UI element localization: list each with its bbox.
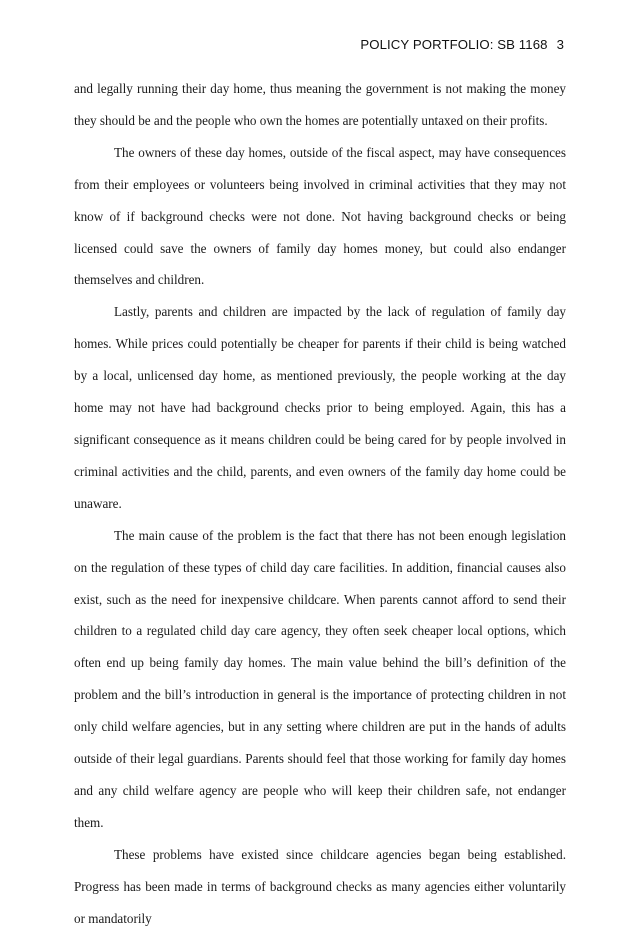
running-head	[360, 37, 564, 52]
paragraph-owners-consequences: The owners of these day homes, outside of the fiscal aspect, may have consequences from their employees or volunteers being involved in criminal activities that they may not know of if background checks were not done. Not having background checks or being licensed could save the owners of family day homes money, but could also endanger themselves and children.	[74, 144, 566, 288]
paragraph-continuation: and legally running their day home, thus meaning the government is not making the money they should be and the people who own the homes are potentially untaxed on their profits.	[74, 81, 566, 128]
running-head-title: POLICY PORTFOLIO: SB 1168	[360, 37, 548, 52]
page-number: 3	[556, 37, 564, 52]
paragraph-main-cause: The main cause of the problem is the fact that there has not been enough legislation on the regulation of these types of child day care facilities. In addition, financial causes also exist, such as the need for inexpensive childcare. When parents cannot afford to send their children to a regulated child day care agency, they often seek cheaper local options, which often end up being family day homes. The main value behind the bill’s definition of the problem and the bill’s introduction in general is the importance of protecting children in not only child welfare agencies, but in any setting where children are put in the hands of adults outside of their legal guardians. Parents should feel that those working for family day homes and any child welfare agency are people who will keep their children safe, not endanger them.	[74, 527, 566, 830]
paragraph-problem-history: These problems have existed since childcare agencies began being established. Progress has been made in terms of background checks as many agencies either voluntarily or mandatorily	[74, 846, 566, 926]
paragraph-parents-children-impact: Lastly, parents and children are impacted by the lack of regulation of family day homes. While prices could potentially be cheaper for parents if their child is being watched by a local, unlicensed day home, as mentioned previously, the people working at the day home may not have had background checks prior to being employed. Again, this has a significant consequence as it means children could be being cared for by people involved in criminal activities and the child, parents, and even owners of the family day home could be unaware.	[74, 304, 566, 511]
body-text	[74, 73, 566, 934]
